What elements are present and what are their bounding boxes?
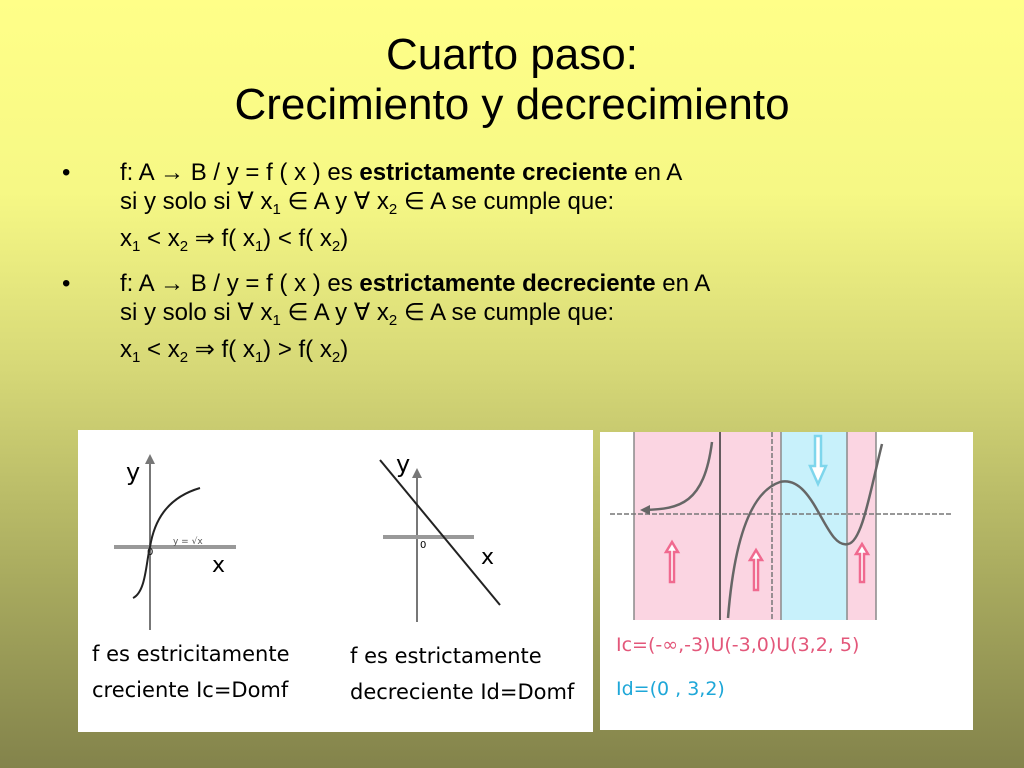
subscript: 1 <box>132 238 141 255</box>
y-axis-arrow <box>145 454 155 464</box>
text-segment: si y solo si ∀ x <box>120 188 273 215</box>
y-axis-arrow <box>412 468 422 478</box>
subscript: 1 <box>254 238 264 255</box>
caption-line: creciente Ic=Domf <box>92 678 289 702</box>
subscript: 2 <box>179 349 189 366</box>
text-segment: ) <box>340 336 349 363</box>
text-segment: < x <box>140 225 180 252</box>
subscript: 2 <box>388 312 398 329</box>
subscript: 1 <box>272 312 281 329</box>
text-segment: ) > f( x <box>263 336 332 363</box>
subscript: 2 <box>331 238 341 255</box>
text-segment: en A <box>627 159 683 186</box>
bullet-symbol: • <box>62 270 71 297</box>
subscript: 2 <box>388 201 398 218</box>
bold-term: estrictamente creciente <box>359 159 628 186</box>
bullet-line <box>120 269 1002 298</box>
text-segment: x <box>120 225 132 252</box>
x-axis-label: x <box>212 553 226 578</box>
subscript: 2 <box>331 349 341 366</box>
text-segment: ∈ A se cumple que: <box>397 299 615 326</box>
caption-line: decreciente Id=Domf <box>350 680 575 704</box>
text-segment: < x <box>140 336 180 363</box>
subscript: 1 <box>254 349 264 366</box>
increasing-intervals-text: Ic=(-∞,-3)U(-3,0)U(3,2, 5) <box>616 634 860 656</box>
graphs-svg-left <box>78 430 593 640</box>
text-segment: ∈ A se cumple que: <box>397 188 615 215</box>
caption-line: f es estrictamente <box>350 644 542 668</box>
text-segment: ∈ A y ∀ x <box>280 299 389 326</box>
caption-line: f es estricitamente <box>92 642 290 666</box>
text-segment: f: A → B / y = f ( x ) es <box>120 159 360 186</box>
graph-panel-right <box>600 432 973 730</box>
text-segment: x <box>120 336 132 363</box>
bullet-line <box>120 298 1002 335</box>
text-segment: si y solo si ∀ x <box>120 299 273 326</box>
increasing-band-1 <box>634 432 781 620</box>
bullet-line <box>120 158 1002 187</box>
bold-term: estrictamente decreciente <box>359 270 656 297</box>
subscript: 2 <box>179 238 189 255</box>
text-segment: en A <box>655 270 711 297</box>
curve-label: y = √x <box>173 537 203 547</box>
text-segment: ⇒ f( x <box>188 225 255 252</box>
origin-label: 0 <box>420 540 427 551</box>
x-axis-label: x <box>481 545 495 570</box>
intervals-graph-svg <box>600 432 973 622</box>
text-segment: f: A → B / y = f ( x ) es <box>120 270 360 297</box>
text-segment: ⇒ f( x <box>188 336 255 363</box>
slide-title <box>0 30 1024 130</box>
y-axis-label: y <box>126 458 141 486</box>
bullet-list <box>62 158 1002 380</box>
text-segment: ) <box>340 225 349 252</box>
title-line-1: Cuarto paso: <box>386 30 638 79</box>
subscript: 1 <box>132 349 141 366</box>
text-segment: ) < f( x <box>263 225 332 252</box>
origin-label: 0 <box>147 547 154 558</box>
text-segment: ∈ A y ∀ x <box>280 188 389 215</box>
bullet-decreasing <box>62 269 1002 372</box>
decreasing-intervals-text: Id=(0 , 3,2) <box>616 678 725 700</box>
caption-increasing <box>92 636 290 708</box>
title-line-2: Crecimiento y decrecimiento <box>234 80 790 129</box>
subscript: 1 <box>272 201 281 218</box>
bullet-symbol: • <box>62 159 71 186</box>
bullet-increasing <box>62 158 1002 261</box>
graphs-panel-left <box>78 430 593 732</box>
y-axis-label: y <box>396 450 411 478</box>
graph-increasing <box>114 454 236 630</box>
bullet-line <box>120 187 1002 224</box>
graph-decreasing <box>380 450 500 622</box>
decreasing-line <box>380 460 500 605</box>
caption-decreasing <box>350 638 574 710</box>
bullet-line <box>120 224 1002 261</box>
bullet-line <box>120 335 1002 372</box>
